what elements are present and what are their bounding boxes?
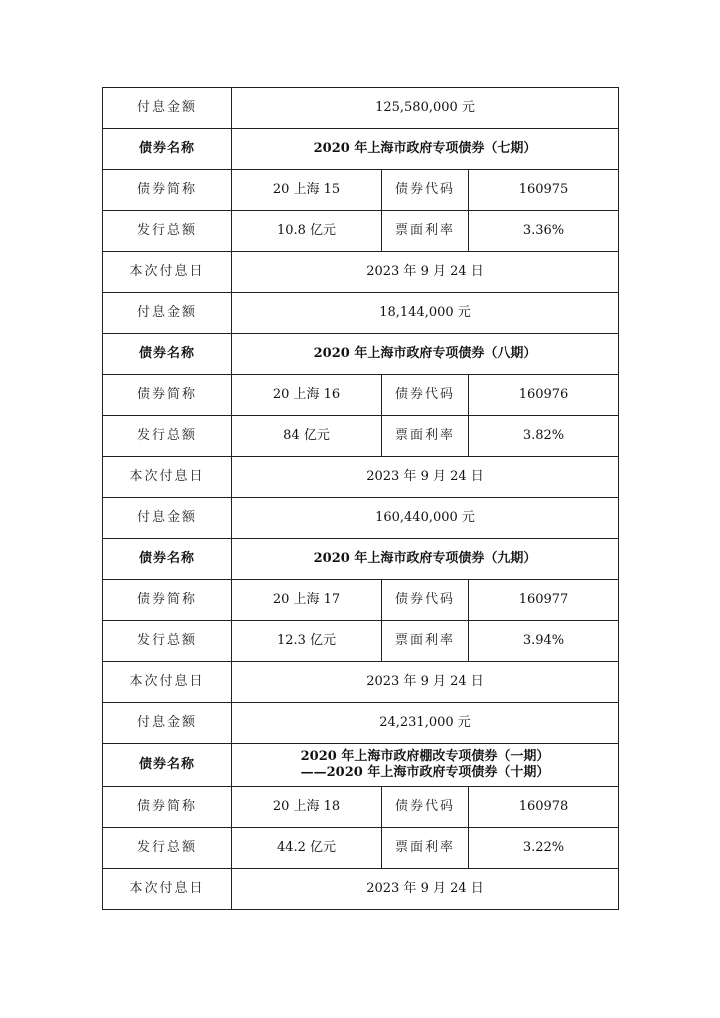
- table-row: [103, 828, 619, 869]
- issue-total-value: 12.3 亿元: [232, 621, 382, 662]
- pay-date-label: 本次付息日: [103, 457, 232, 498]
- coupon-value: 3.36%: [469, 211, 619, 252]
- short-name-value: 20 上海 15: [232, 170, 382, 211]
- table-row: [103, 170, 619, 211]
- pay-date-value: 2023 年 9 月 24 日: [232, 252, 619, 293]
- table-row: [103, 129, 619, 170]
- table-row: [103, 787, 619, 828]
- issue-total-label: 发行总额: [103, 416, 232, 457]
- bond-name-value: [232, 539, 619, 580]
- short-name-value: 20 上海 17: [232, 580, 382, 621]
- table-row: [103, 498, 619, 539]
- issue-total-value: 44.2 亿元: [232, 828, 382, 869]
- coupon-label: 票面利率: [382, 828, 469, 869]
- bond-name-line: 2020 年上海市政府专项债券（七期）: [313, 141, 537, 156]
- payment-amount-label: 付息金额: [103, 293, 232, 334]
- coupon-label: 票面利率: [382, 416, 469, 457]
- short-name-label: 债券简称: [103, 787, 232, 828]
- table-row: [103, 211, 619, 252]
- coupon-label: 票面利率: [382, 211, 469, 252]
- code-label: 债券代码: [382, 580, 469, 621]
- bond-interest-table: [102, 87, 619, 910]
- table-row: [103, 869, 619, 910]
- short-name-label: 债券简称: [103, 580, 232, 621]
- pay-date-label: 本次付息日: [103, 869, 232, 910]
- code-value: 160975: [469, 170, 619, 211]
- issue-total-value: 84 亿元: [232, 416, 382, 457]
- bond-name-line: 2020 年上海市政府专项债券（九期）: [313, 551, 537, 566]
- bond-name-line: ——2020 年上海市政府专项债券（十期）: [300, 765, 550, 780]
- table-row: [103, 252, 619, 293]
- pay-date-label: 本次付息日: [103, 252, 232, 293]
- payment-amount-label: 付息金额: [103, 498, 232, 539]
- table-row: [103, 662, 619, 703]
- bond-name-label: 债券名称: [103, 334, 232, 375]
- table-row: [103, 416, 619, 457]
- coupon-value: 3.82%: [469, 416, 619, 457]
- bond-name-label: 债券名称: [103, 539, 232, 580]
- table-row: [103, 621, 619, 662]
- issue-total-label: 发行总额: [103, 621, 232, 662]
- issue-total-label: 发行总额: [103, 211, 232, 252]
- code-label: 债券代码: [382, 375, 469, 416]
- payment-amount-label: 付息金额: [103, 88, 232, 129]
- pay-date-value: 2023 年 9 月 24 日: [232, 457, 619, 498]
- table-row: [103, 580, 619, 621]
- pay-date-label: 本次付息日: [103, 662, 232, 703]
- short-name-label: 债券简称: [103, 170, 232, 211]
- bond-name-line: 2020 年上海市政府专项债券（八期）: [313, 346, 537, 361]
- table-row: [103, 375, 619, 416]
- payment-amount-value: 125,580,000 元: [232, 88, 619, 129]
- table-row: [103, 703, 619, 744]
- pay-date-value: 2023 年 9 月 24 日: [232, 662, 619, 703]
- bond-name-value: [232, 744, 619, 787]
- table-row: [103, 293, 619, 334]
- coupon-value: 3.94%: [469, 621, 619, 662]
- payment-amount-label: 付息金额: [103, 703, 232, 744]
- code-value: 160977: [469, 580, 619, 621]
- bond-name-label: 债券名称: [103, 129, 232, 170]
- code-label: 债券代码: [382, 787, 469, 828]
- payment-amount-value: 18,144,000 元: [232, 293, 619, 334]
- payment-amount-value: 24,231,000 元: [232, 703, 619, 744]
- code-value: 160978: [469, 787, 619, 828]
- bond-name-value: [232, 334, 619, 375]
- table-row: [103, 457, 619, 498]
- bond-name-value: [232, 129, 619, 170]
- table-row: [103, 539, 619, 580]
- bond-name-line: 2020 年上海市政府棚改专项债券（一期）: [300, 749, 550, 764]
- pay-date-value: 2023 年 9 月 24 日: [232, 869, 619, 910]
- table-row: [103, 88, 619, 129]
- code-value: 160976: [469, 375, 619, 416]
- short-name-value: 20 上海 16: [232, 375, 382, 416]
- short-name-value: 20 上海 18: [232, 787, 382, 828]
- coupon-label: 票面利率: [382, 621, 469, 662]
- issue-total-label: 发行总额: [103, 828, 232, 869]
- table-row: [103, 744, 619, 787]
- short-name-label: 债券简称: [103, 375, 232, 416]
- issue-total-value: 10.8 亿元: [232, 211, 382, 252]
- bond-name-label: 债券名称: [103, 744, 232, 787]
- coupon-value: 3.22%: [469, 828, 619, 869]
- table-row: [103, 334, 619, 375]
- code-label: 债券代码: [382, 170, 469, 211]
- payment-amount-value: 160,440,000 元: [232, 498, 619, 539]
